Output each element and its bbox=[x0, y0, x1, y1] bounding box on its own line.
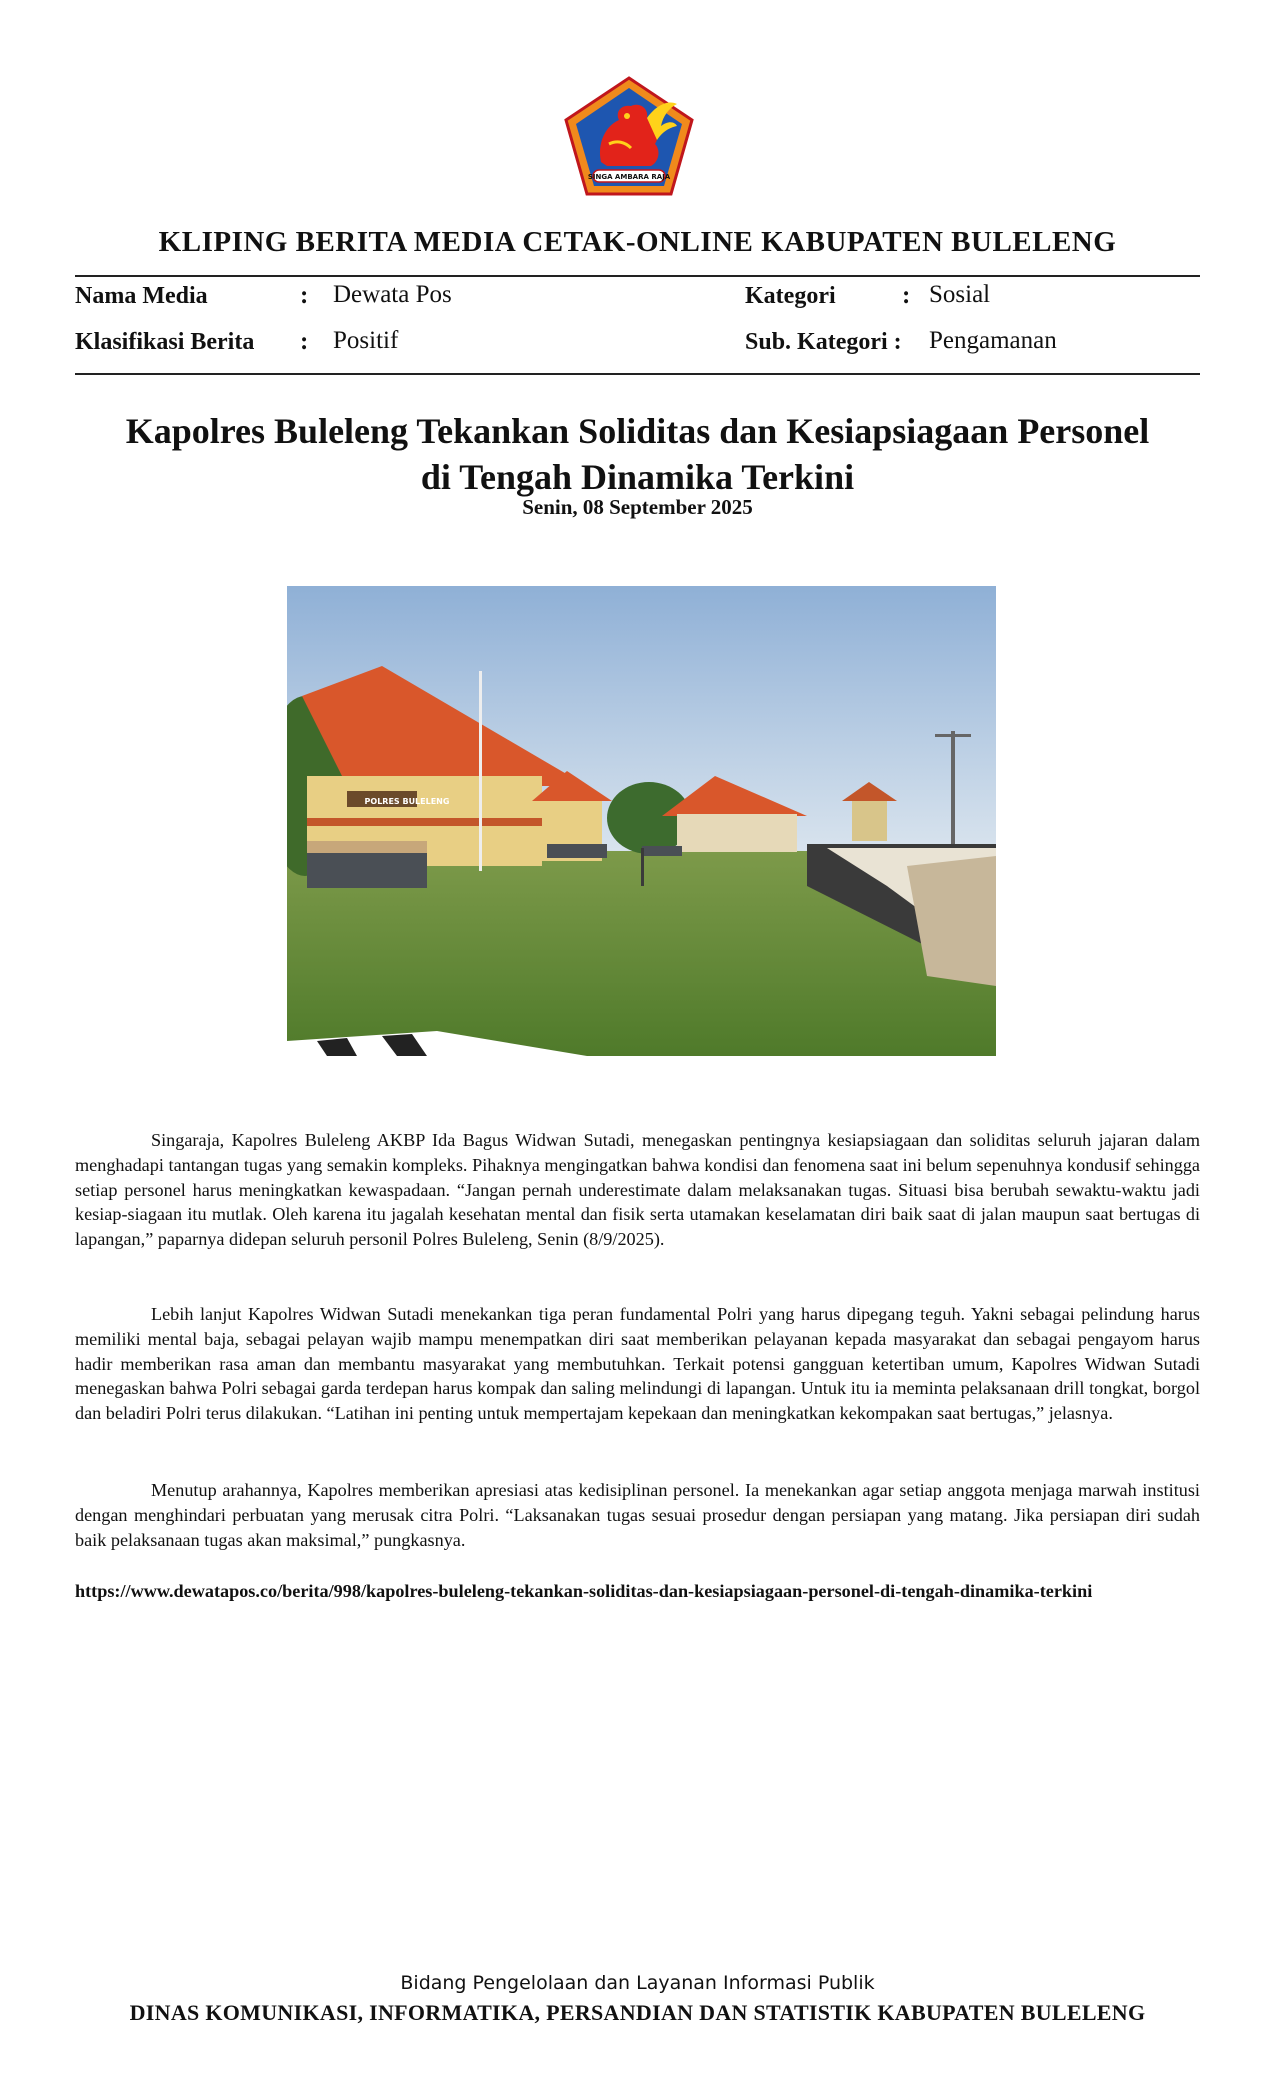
article-headline bbox=[0, 408, 1275, 500]
top-divider bbox=[75, 275, 1200, 277]
source-url-link[interactable]: https://www.dewatapos.co/berita/998/kapolres-buleleng-tekankan-soliditas-dan-kesiapsiagaan-personel-di-tengah-dinamika-terkini bbox=[75, 1581, 1093, 1601]
meta-kategori bbox=[745, 282, 836, 310]
meta-colon bbox=[300, 282, 308, 310]
klasifikasi-value: Positif bbox=[333, 327, 399, 354]
colon: : bbox=[300, 328, 309, 355]
klasifikasi-label: Klasifikasi Berita bbox=[75, 329, 255, 355]
police-assembly-photo bbox=[287, 586, 996, 1056]
building-sign: POLRES BULELENG bbox=[364, 797, 450, 806]
footer-agency: DINAS KOMUNIKASI, INFORMATIKA, PERSANDIAN DAN STATISTIK KABUPATEN BULELENG bbox=[129, 2000, 1146, 2025]
kategori-label: Kategori bbox=[745, 283, 836, 309]
meta-klasifikasi bbox=[75, 328, 254, 356]
document-title: KLIPING BERITA MEDIA CETAK-ONLINE KABUPATEN BULELENG bbox=[158, 226, 1117, 258]
meta-nama-media bbox=[75, 282, 208, 310]
footer-department: Bidang Pengelolaan dan Layanan Informasi Publik bbox=[400, 1972, 875, 1994]
colon: : bbox=[902, 282, 911, 309]
sub-kategori-label: Sub. Kategori : bbox=[745, 329, 902, 355]
bottom-divider bbox=[75, 373, 1200, 375]
kategori-value: Sosial bbox=[929, 281, 991, 308]
singa-ambara-raja-crest-icon bbox=[561, 74, 697, 198]
meta-colon bbox=[300, 328, 308, 356]
article-paragraph-2 bbox=[75, 1302, 1200, 1426]
meta-colon bbox=[902, 282, 910, 310]
sub-kategori-value: Pengamanan bbox=[929, 327, 1057, 354]
paragraph-text: Singaraja, Kapolres Buleleng AKBP Ida Bagus Widwan Sutadi, menegaskan pentingnya kesiapsiagaan dan soliditas seluruh jajaran dalam menghadapi tantangan tugas yang semakin kompleks. Pihaknya mengingatkan bahwa kondisi dan fenomena saat ini belum sepenuhnya kondusif sehingga setiap personel harus meningkatkan kewaspadaan. “Jangan pernah underestimate dalam melaksanakan tugas. Situasi bisa berubah sewaktu-waktu jadi kesiap-siagaan itu mutlak. Oleh karena itu jagalah kesehatan mental dan fisik serta utamakan keselamatan diri baik saat di jalan maupun saat bertugas di lapangan,” paparnya didepan seluruh personil Polres Buleleng, Senin (8/9/2025). bbox=[75, 1130, 1200, 1250]
article-date: Senin, 08 September 2025 bbox=[522, 495, 753, 519]
colon: : bbox=[300, 282, 309, 309]
article-paragraph-1 bbox=[75, 1128, 1200, 1252]
headline-line-2: di Tengah Dinamika Terkini bbox=[420, 457, 855, 497]
headline-line-1: Kapolres Buleleng Tekankan Soliditas dan Kesiapsiagaan Personel bbox=[125, 411, 1150, 451]
meta-sub-kategori bbox=[745, 328, 902, 356]
paragraph-text: Menutup arahannya, Kapolres memberikan apresiasi atas kedisiplinan personel. Ia menekankan agar setiap anggota menjaga marwah institusi dengan menghindari perbuatan yang merusak citra Polri. “Laksanakan tugas sesuai prosedur dengan persiapan yang matang. Jika persiapan diri sudah baik pelaksanaan tugas akan maksimal,” pungkasnya. bbox=[75, 1480, 1200, 1550]
article-paragraph-3 bbox=[75, 1478, 1200, 1552]
nama-media-label: Nama Media bbox=[75, 283, 208, 309]
nama-media-value: Dewata Pos bbox=[333, 281, 452, 308]
paragraph-text: Lebih lanjut Kapolres Widwan Sutadi menekankan tiga peran fundamental Polri yang harus dipegang teguh. Yakni sebagai pelindung harus memiliki mental baja, sebagai pelayan wajib mampu menempatkan diri saat memberikan pelayanan kepada masyarakat dan sebagai pengayom harus hadir memberikan rasa aman dan membantu masyarakat yang membutuhkan. Terkait potensi gangguan ketertiban umum, Kapolres Widwan Sutadi menegaskan bahwa Polri sebagai garda terdepan harus kompak dan saling melindungi di lapangan. Untuk itu ia meminta pelaksanaan drill tongkat, borgol dan beladiri Polri terus dilakukan. “Latihan ini penting untuk mempertajam kepekaan dan meningkatkan kekompakan saat bertugas,” jelasnya. bbox=[75, 1304, 1200, 1424]
logo-motto: SINGA AMBARA RAJA bbox=[587, 173, 671, 181]
